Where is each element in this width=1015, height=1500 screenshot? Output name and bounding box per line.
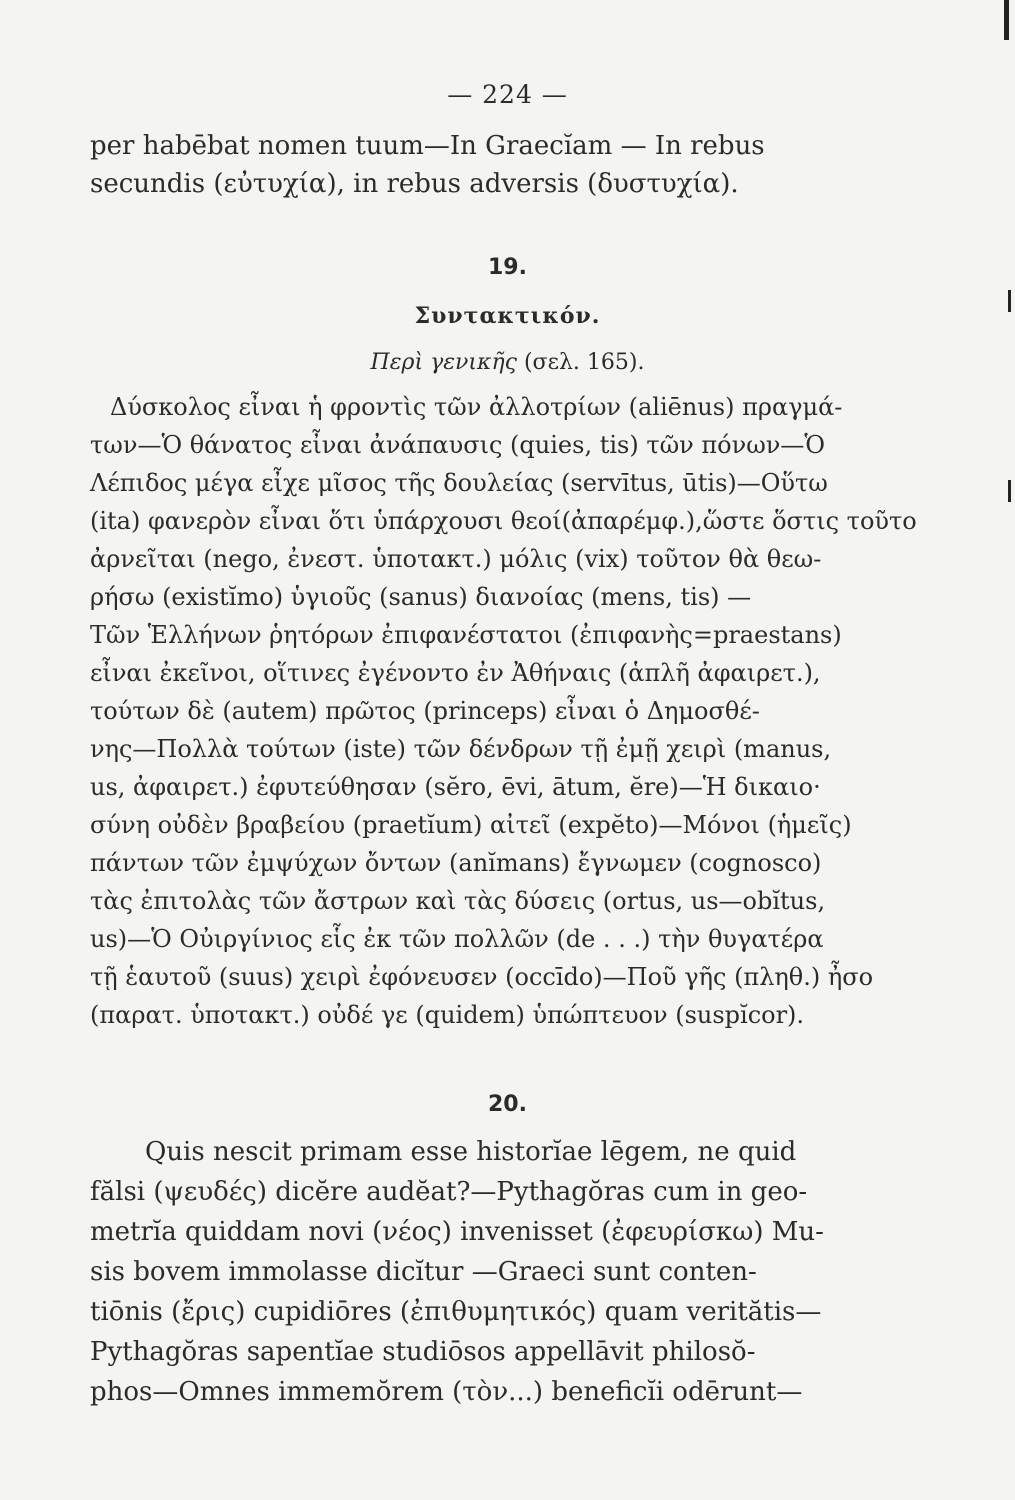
text-line: τὰς ἐπιτολὰς τῶν ἄστρων καὶ τὰς δύσεις (ortus, us—obĭtus, [90,887,826,915]
text-line: fălsi (ψευδές) dicĕre audĕat?—Pythagŏras cum in geo- [90,1177,808,1207]
text-line: νης—Πολλὰ τούτων (iste) τῶν δένδρων τῇ ἐμῇ χειρὶ (manus, [90,735,832,763]
text-line: secundis (εὐτυχία), in rebus adversis (δυστυχία). [90,169,739,199]
text-line: metrĭa quiddam novi (νέος) invenisset (ἐφευρίσκω) Mu- [90,1217,824,1247]
text-line: τούτων δὲ (autem) πρῶτος (princeps) εἶναι ὁ Δημοσθέ- [90,697,760,725]
text-line: των—Ὁ θάνατος εἶναι ἀνάπαυσις (quies, tis) τῶν πόνων—Ὁ [90,431,825,459]
page-number: — 224 — [447,80,568,109]
text-line: πάντων τῶν ἐμψύχων ὄντων (anĭmans) ἔγνωμεν (cognosco) [90,849,822,877]
text-line: σύνη οὐδὲν βραβείου (praetĭum) αἰτεῖ (expĕto)—Μόνοι (ἡμεῖς) [90,811,852,839]
scan-edge-mark [1008,480,1011,502]
text-line: phos—Omnes immemŏrem (τὸν...) beneficĭi odērunt— [90,1377,803,1407]
text-line: us, ἀφαιρετ.) ἐφυτεύθησαν (sĕro, ēvi, ātum, ĕre)—Ἡ δικαιο· [90,773,821,801]
text-line: Pythagŏras sapentĭae studiōsos appellāvit philosŏ- [90,1337,756,1367]
text-line: Δύσκολος εἶναι ἡ φροντὶς τῶν ἀλλοτρίων (aliēnus) πραγμά- [110,393,843,421]
text-line: ἀρνεῖται (nego, ἐνεστ. ὑποτακτ.) μόλις (vix) τοῦτον θὰ θεω- [90,545,822,573]
text-line: us)—Ὁ Οὐιργίνιος εἷς ἐκ τῶν πολλῶν (de . . .) τὴν θυγατέρα [90,925,824,953]
text-line: per habēbat nomen tuum—In Graecĭam — In rebus [90,131,765,161]
text-line: Quis nescit primam esse historĭae lēgem, ne quid [145,1137,797,1167]
section-number: 20. [488,1092,527,1117]
scan-edge-mark [1004,0,1009,40]
text-line: τῇ ἑαυτοῦ (suus) χειρὶ ἐφόνευσεν (occīdo)—Ποῦ γῆς (πληθ.) ἦσο [90,963,874,991]
text-line: Τῶν Ἑλλήνων ῥητόρων ἐπιφανέστατοι (ἐπιφανὴς=praestans) [90,621,842,649]
text-line: ρήσω (existĭmo) ὑγιοῦς (sanus) διανοίας (mens, tis) — [90,583,752,611]
text-line: Λέπιδος μέγα εἶχε μῖσος τῆς δουλείας (servītus, ūtis)—Οὕτω [90,469,828,497]
section-title: Συντακτικόν. [414,303,601,329]
subtitle-topic: Περὶ γενικῆς [370,350,517,375]
text-line: sis bovem immolasse dicĭtur —Graeci sunt conten- [90,1257,757,1287]
text-line: tiōnis (ἔρις) cupidiōres (ἐπιθυμητικός) quam veritătis— [90,1297,822,1327]
text-line: εἶναι ἐκεῖνοι, οἵτινες ἐγένοντο ἐν Ἀθήναις (ἁπλῆ ἀφαιρετ.), [90,659,821,687]
text-line: (ita) φανερὸν εἶναι ὅτι ὑπάρχουσι θεοί(ἀπαρέμφ.),ὥστε ὅστις τοῦτο [90,507,917,535]
section-subtitle [0,350,1015,375]
subtitle-reference: (σελ. 165). [523,350,645,375]
section-number: 19. [488,255,527,280]
text-line: (παρατ. ὑποτακτ.) οὐδέ γε (quidem) ὑπώπτευον (suspĭcor). [90,1001,805,1029]
